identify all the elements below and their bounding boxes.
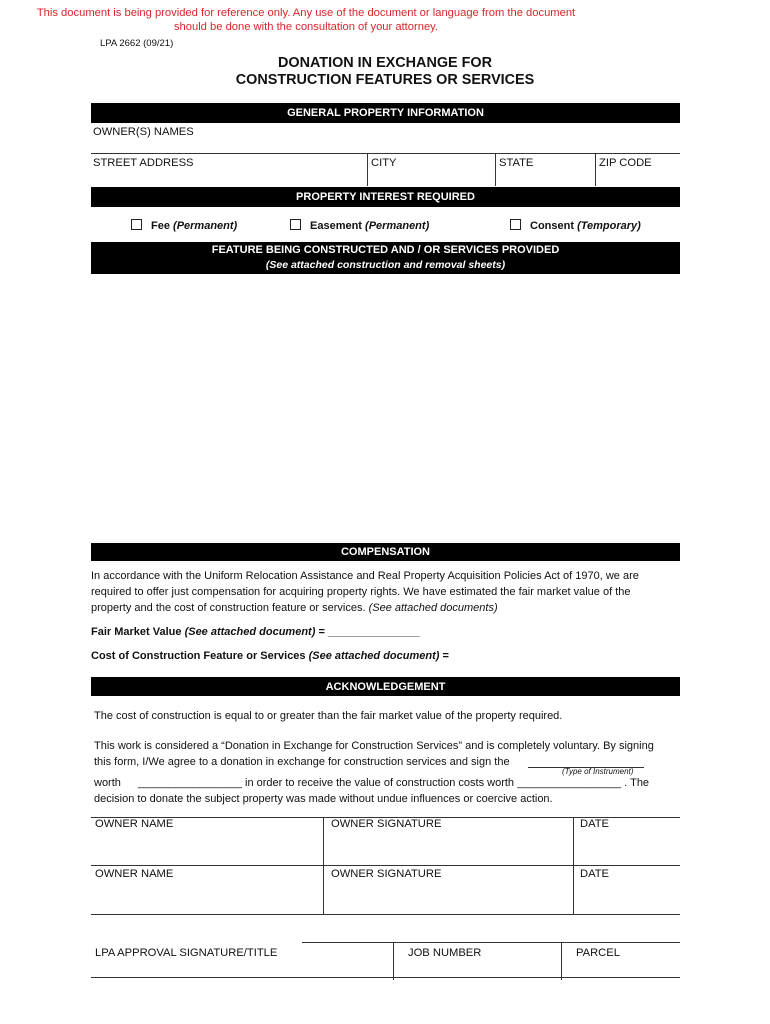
- lpa-approval-field[interactable]: [91, 977, 680, 978]
- compensation-line: [91, 600, 680, 616]
- checkbox-icon[interactable]: [510, 219, 521, 230]
- easement-permanent-option[interactable]: [290, 219, 429, 232]
- option-label: Easement: [310, 220, 362, 232]
- owner-name-label: OWNER NAME: [95, 868, 174, 880]
- lpa-top-rule: [302, 942, 680, 943]
- date-label: DATE: [580, 818, 610, 830]
- compensation-line: In accordance with the Uniform Relocation Assistance and Real Property Acquisition Policies Act of 1970, we are: [91, 570, 639, 582]
- owner-names-label: OWNER(S) NAMES: [93, 126, 194, 138]
- divider: [367, 153, 368, 186]
- city-label: CITY: [371, 157, 397, 169]
- owner-signature-label: OWNER SIGNATURE: [331, 818, 442, 830]
- notice-line-1: This document is being provided for reference only. Any use of the document or language from the document: [36, 7, 576, 19]
- property-interest-header: [91, 187, 680, 207]
- compensation-header: [91, 543, 680, 561]
- option-label: Fee: [151, 220, 170, 232]
- title-line-1: DONATION IN EXCHANGE FOR: [278, 55, 492, 71]
- compensation-header-text: COMPENSATION: [340, 546, 431, 558]
- owner-name-label: OWNER NAME: [95, 818, 174, 830]
- option-qualifier: (Temporary): [577, 220, 641, 232]
- divider: [561, 942, 562, 980]
- checkbox-icon[interactable]: [290, 219, 301, 230]
- fair-market-value-line[interactable]: [91, 626, 420, 638]
- divider: [393, 942, 394, 980]
- title-line-2: CONSTRUCTION FEATURES OR SERVICES: [235, 72, 535, 88]
- compensation-line-text: property and the cost of construction feature or services.: [91, 602, 366, 614]
- state-label: STATE: [499, 157, 534, 169]
- form-title: [90, 55, 680, 89]
- owner-signature-row-1[interactable]: [91, 865, 680, 866]
- cost-note: (See attached document): [308, 650, 440, 662]
- fmv-label: Fair Market Value: [91, 626, 182, 638]
- divider: [573, 865, 574, 914]
- option-label: Consent: [530, 220, 574, 232]
- acknowledgement-header: [91, 677, 680, 696]
- compensation-line-italic: (See attached documents): [368, 602, 498, 614]
- street-address-label: STREET ADDRESS: [93, 157, 194, 169]
- fmv-field[interactable]: = _______________: [318, 626, 420, 638]
- general-info-header: [91, 103, 680, 123]
- construction-worth-field[interactable]: _________________ . The: [517, 777, 650, 789]
- owner-names-field[interactable]: [91, 153, 680, 154]
- acknowledgement-para-3: decision to donate the subject property was made without undue influences or coercive action.: [94, 793, 553, 805]
- option-qualifier: (Permanent): [173, 220, 238, 232]
- divider: [323, 865, 324, 914]
- acknowledgement-worth-line: [94, 775, 684, 791]
- reference-notice: [0, 6, 612, 34]
- divider: [595, 153, 596, 186]
- ack-line: This work is considered a “Donation in Exchange for Construction Services” and is completely voluntary. By signing: [94, 740, 654, 752]
- ack-line: this form, I/We agree to a donation in exchange for construction services and sign the: [94, 756, 510, 768]
- notice-line-2: should be done with the consultation of your attorney.: [173, 21, 439, 33]
- compensation-paragraph: [91, 568, 680, 616]
- fmv-note: (See attached document): [184, 626, 316, 638]
- divider: [495, 153, 496, 186]
- cost-label: Cost of Construction Feature or Services: [91, 650, 306, 662]
- consent-temporary-option[interactable]: [510, 219, 641, 232]
- zip-code-label: ZIP CODE: [599, 157, 652, 169]
- compensation-line: required to offer just compensation for acquiring property rights. We have estimated the fair market value of the: [91, 586, 631, 598]
- feature-subheader-text: (See attached construction and removal sheets): [265, 259, 506, 271]
- date-label: DATE: [580, 868, 610, 880]
- divider: [323, 817, 324, 865]
- cost-field[interactable]: =: [442, 650, 449, 662]
- parcel-label: PARCEL: [576, 947, 620, 959]
- acknowledgement-para-1: The cost of construction is equal to or greater than the fair market value of the property required.: [94, 710, 563, 722]
- acknowledgement-header-text: ACKNOWLEDGEMENT: [325, 680, 446, 693]
- feature-header-text: FEATURE BEING CONSTRUCTED AND / OR SERVICES PROVIDED: [211, 244, 560, 256]
- worth-label: worth: [94, 777, 121, 789]
- lpa-approval-label: LPA APPROVAL SIGNATURE/TITLE: [95, 947, 278, 959]
- feature-description-area[interactable]: [91, 274, 680, 542]
- acknowledgement-para-2: [94, 738, 684, 770]
- job-number-label: JOB NUMBER: [408, 947, 482, 959]
- fee-permanent-option[interactable]: [131, 219, 237, 232]
- instrument-type-caption: (Type of Instrument): [562, 767, 634, 776]
- general-info-header-text: GENERAL PROPERTY INFORMATION: [287, 107, 484, 119]
- checkbox-icon[interactable]: [131, 219, 142, 230]
- property-interest-header-text: PROPERTY INTEREST REQUIRED: [296, 191, 475, 203]
- divider: [573, 817, 574, 865]
- option-qualifier: (Permanent): [365, 220, 430, 232]
- owner-signature-row-2[interactable]: [91, 914, 680, 915]
- construction-cost-line[interactable]: [91, 650, 449, 662]
- form-number: LPA 2662 (09/21): [100, 38, 174, 49]
- feature-header: [91, 242, 680, 274]
- owner-signature-label: OWNER SIGNATURE: [331, 868, 442, 880]
- worth-field[interactable]: _________________ in order to receive the value of construction costs worth: [137, 777, 515, 789]
